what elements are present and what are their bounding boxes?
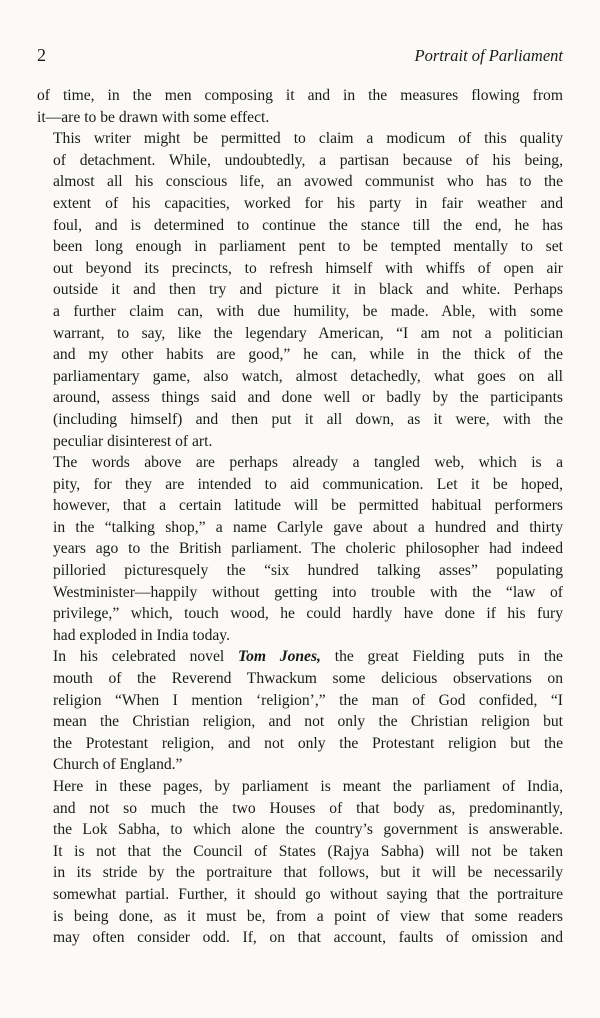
text-line: and my other habits are good,” he can, while in the thick of the <box>53 346 563 364</box>
text-line: is being done, as it must be, from a point of view that some readers <box>53 907 563 925</box>
paragraph-5 <box>37 776 563 949</box>
text-line: had exploded in India today. <box>53 626 230 644</box>
text-fragment: In his celebrated novel <box>53 648 225 666</box>
page-number: 2 <box>37 45 46 65</box>
paragraph-3 <box>37 452 563 646</box>
text-line: extent of his capacities, worked for his party in fair weather and <box>53 194 563 212</box>
book-title: Tom Jones, <box>238 648 321 666</box>
text-line: almost all his conscious life, an avowed communist who has to the <box>53 173 563 191</box>
text-line: the Protestant religion, and not only the Protestant religion but the <box>53 734 563 752</box>
text-line: Church of England.” <box>53 756 183 774</box>
book-page <box>37 44 563 949</box>
text-line: outside it and then try and picture it in black and white. Perhaps <box>53 281 563 299</box>
text-line: a further claim can, with due humility, be made. Able, with some <box>53 302 563 320</box>
text-line: of time, in the men composing it and in the measures flowing from <box>37 87 563 104</box>
paragraph-4 <box>37 646 563 776</box>
text-line: somewhat partial. Further, it should go without saying that the portraiture <box>53 885 563 903</box>
text-line: pity, for they are intended to aid communication. Let it be hoped, <box>53 475 563 493</box>
text-line: Here in these pages, by parliament is meant the parliament of India, <box>53 778 563 795</box>
text-line: mean the Christian religion, and not only the Christian religion but <box>53 713 563 731</box>
text-line: of detachment. While, undoubtedly, a partisan because of his being, <box>53 151 563 169</box>
text-line: religion “When I mention ‘religion’,” the man of God confided, “I <box>53 691 563 709</box>
running-head <box>37 44 563 67</box>
text-line: may often consider odd. If, on that account, faults of omission and <box>53 929 563 947</box>
text-line: foul, and is determined to continue the stance till the end, he has <box>53 216 563 234</box>
running-title: Portrait of Parliament <box>414 46 563 65</box>
text-line: parliamentary game, also watch, almost detachedly, what goes on all <box>53 367 563 385</box>
paragraph-2 <box>37 128 563 452</box>
text-line: however, that a certain latitude will be permitted habitual performers <box>53 497 563 515</box>
text-line: This writer might be permitted to claim a modicum of this quality <box>53 130 563 148</box>
text-line: been long enough in parliament pent to be tempted mentally to set <box>53 238 563 256</box>
text-line: peculiar disinterest of art. <box>53 432 213 450</box>
text-line: in the “talking shop,” a name Carlyle gave about a hundred and thirty <box>53 518 563 536</box>
text-line: and not so much the two Houses of that body as, predominantly, <box>53 799 563 817</box>
text-line: mouth of the Reverend Thwackum some delicious observations on <box>53 670 563 688</box>
text-line: (including himself) and then put it all down, as it were, with the <box>53 410 563 428</box>
text-line-with-title <box>37 646 563 668</box>
body-text <box>37 85 563 949</box>
text-line: in its stride by the portraiture that follows, but it will be necessarily <box>53 864 563 882</box>
text-line: Westminister—happily without getting into trouble with the “law of <box>53 583 563 601</box>
text-line: out beyond its precincts, to refresh himself with whiffs of open air <box>53 259 563 277</box>
text-line: warrant, to say, like the legendary American, “I am not a politician <box>53 324 563 342</box>
text-line: pilloried picturesquely the “six hundred talking asses” populating <box>53 562 563 580</box>
paragraph-1 <box>37 85 563 128</box>
text-fragment: the great Fielding puts in the <box>334 648 563 666</box>
text-line: The words above are perhaps already a tangled web, which is a <box>53 454 563 472</box>
text-line: It is not that the Council of States (Rajya Sabha) will not be taken <box>53 842 563 860</box>
text-line: the Lok Sabha, to which alone the country’s government is answerable. <box>53 821 563 839</box>
text-line: privilege,” which, touch wood, he could hardly have done if his fury <box>53 605 563 623</box>
text-line: around, assess things said and done well or badly by the participants <box>53 389 563 407</box>
text-line: years ago to the British parliament. The choleric philosopher had indeed <box>53 540 563 558</box>
text-line: it—are to be drawn with some effect. <box>37 108 270 126</box>
